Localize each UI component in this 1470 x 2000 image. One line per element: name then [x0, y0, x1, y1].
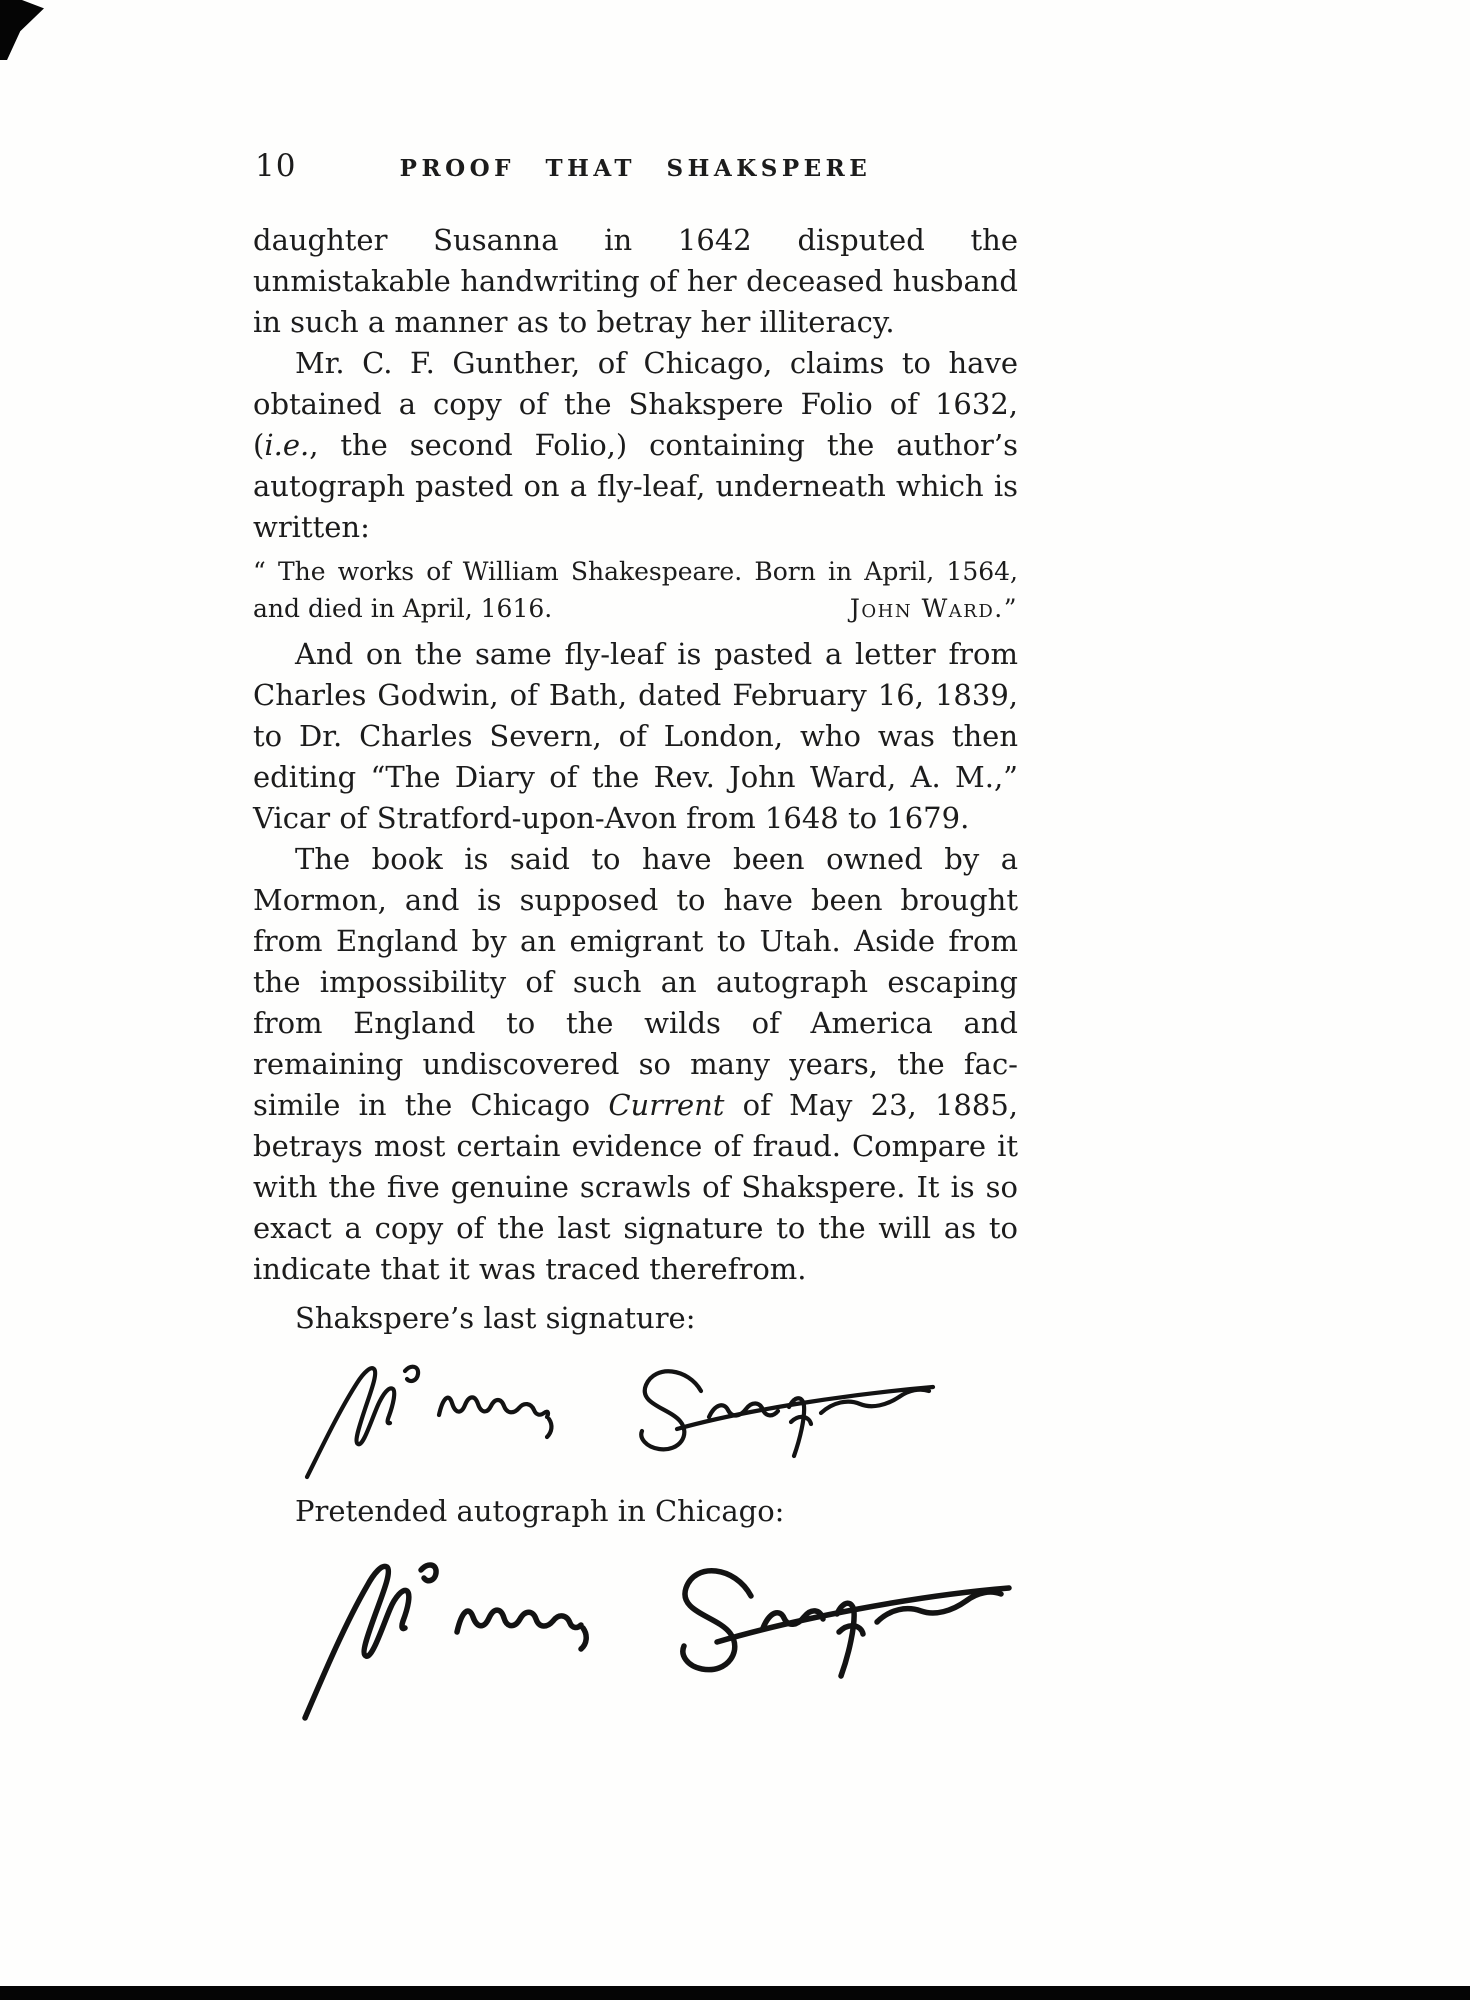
- text-segment: and died in April, 1616.: [253, 594, 553, 623]
- signature-scrawl-svg: [281, 1548, 1021, 1723]
- text-segment: Mr. C. F. Gunther, of Chicago, claims to have obtained a copy of the Shakspere Folio of 1632, (: [253, 346, 1018, 462]
- text-segment-italic: Current: [608, 1088, 725, 1122]
- text-segment-italic: i.e.: [264, 428, 310, 462]
- paragraph: [253, 343, 1018, 548]
- scan-artifact-bottom-edge: [0, 1986, 1470, 2000]
- quote-line: “ The works of William Shakespeare. Born in April, 1564,: [253, 557, 1018, 586]
- quote-attribution: John Ward.”: [849, 594, 1018, 623]
- pretended-autograph-image: [281, 1548, 1018, 1723]
- signature-scrawl-svg: [281, 1355, 961, 1483]
- signature-caption: Pretended autograph in Chicago:: [295, 1494, 785, 1528]
- paragraph: [253, 839, 1018, 1290]
- page-text: [253, 220, 1018, 1731]
- quote-line: [253, 590, 1018, 627]
- paragraph: daughter Susanna in 1642 disputed the unmistakable handwriting of her deceased husband in such a manner as to betray her illiteracy.: [253, 223, 1018, 339]
- text-segment: , the second Folio,) containing the author’s autograph pasted on a fly-leaf, underneath which is written:: [253, 428, 1018, 544]
- running-title: PROOF THAT SHAKSPERE: [399, 155, 872, 182]
- block-quote: [253, 553, 1018, 627]
- shakspere-last-signature-image: [281, 1355, 1018, 1483]
- signature-caption: Shakspere’s last signature:: [295, 1301, 696, 1335]
- scan-artifact-top-left: [0, 0, 44, 60]
- text-segment: The book is said to have been owned by a Mormon, and is supposed to have been brought from England by an emigrant to Utah. Aside from the impossibility of such an autograph escaping from England to the wilds of America and remaining undiscovered so many years, the fac-simile in the Chicago: [253, 842, 1018, 1122]
- page-header: [253, 148, 1018, 196]
- text-segment: of May 23, 1885, betrays most certain evidence of fraud. Compare it with the five genuine scrawls of Shakspere. It is so exact a copy of the last signature to the will as to indicate that it was traced therefrom.: [253, 1088, 1018, 1286]
- paragraph: And on the same fly-leaf is pasted a letter from Charles Godwin, of Bath, dated February 16, 1839, to Dr. Charles Severn, of London, who was then editing “The Diary of the Rev. John Ward, A. M.,” Vicar of Stratford-upon-Avon from 1648 to 1679.: [253, 637, 1018, 835]
- page-number: 10: [255, 148, 297, 184]
